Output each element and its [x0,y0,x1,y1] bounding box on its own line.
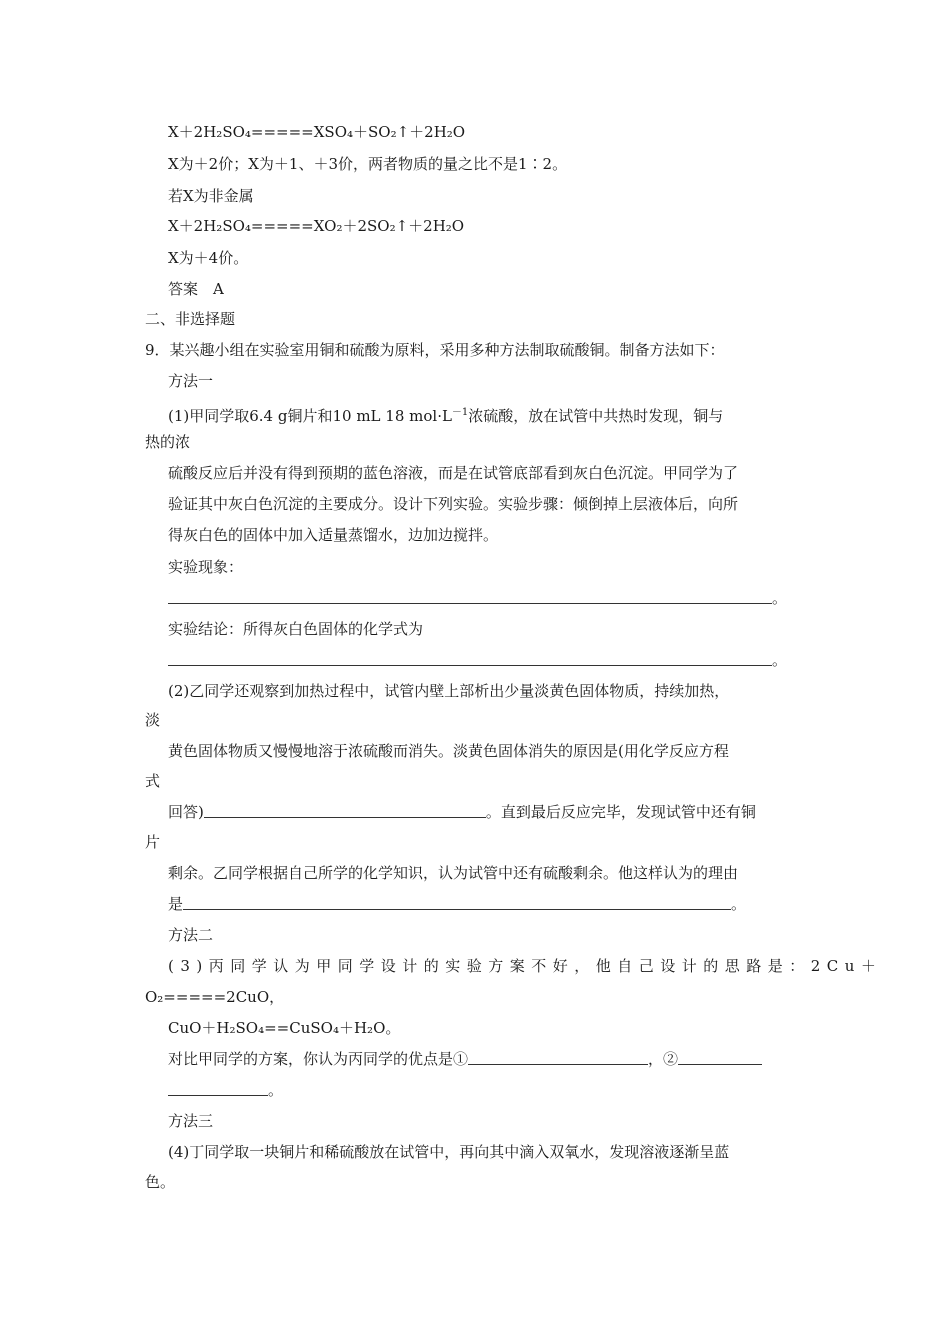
answer-blank-row [168,650,787,670]
text-line: 验证其中灰白色沉淀的主要成分。设计下列实验。实验步骤：倾倒掉上层液体后，向所 [168,495,739,513]
text-line: X为＋2价；X为＋1、＋3价，两者物质的量之比不是1∶2。 [168,155,568,173]
text-line: 色。 [145,1173,176,1191]
text-line: 硫酸反应后并没有得到预期的蓝色溶液，而是在试管底部看到灰白色沉淀。甲同学为了 [168,464,739,482]
text-fragment: 对比甲同学的方案，你认为丙同学的优点是① [168,1050,469,1068]
text-fragment: (1)甲同学取6.4 g铜片和10 mL 18 mol·L [168,407,452,425]
answer-blank-2[interactable] [678,1049,762,1065]
question-part-3: (3)丙同学认为甲同学设计的实验方案不好，他自己设计的思路是：2Cu＋ [168,957,883,975]
text-line: 若X为非金属 [168,187,254,205]
text-line: X为＋4价。 [168,249,249,267]
text-line: 淡 [145,711,161,729]
text-line: 片 [145,833,161,851]
question-part-1 [168,403,723,423]
text-fragment: 回答) [168,803,204,821]
text-line: 实验现象： [168,558,244,576]
answer-blank-row [168,894,746,914]
answer-blank-row [168,588,787,608]
equation-nonmetal: X＋2H₂SO₄=====XO₂＋2SO₂↑＋2H₂O [168,217,465,235]
text-line: 式 [145,772,161,790]
text-line: 热的浓 [145,433,191,451]
text-fragment: 是 [168,895,184,913]
answer-blank-1[interactable] [468,1049,648,1065]
question-part-4: (4)丁同学取一块铜片和稀硫酸放在试管中，再向其中滴入双氧水，发现溶液逐渐呈蓝 [168,1143,730,1161]
text-fragment: 。 [772,651,788,669]
question-part-2: (2)乙同学还观察到加热过程中，试管内壁上部析出少量淡黄色固体物质，持续加热， [168,682,730,700]
answer-blank-row [168,1049,762,1069]
superscript: －1 [451,407,469,418]
answer-blank[interactable] [183,894,731,910]
answer-blank-row [168,802,756,822]
method-heading: 方法二 [168,926,214,944]
question-stem: 9．某兴趣小组在实验室用铜和硫酸为原料，采用多种方法制取硫酸铜。制备方法如下： [145,341,725,359]
method-heading: 方法一 [168,372,214,390]
text-fragment: 。 [731,895,747,913]
answer-blank-2-continued[interactable] [168,1080,268,1096]
equation-line: CuO＋H₂SO₄==CuSO₄＋H₂O。 [168,1019,401,1037]
text-line: 实验结论：所得灰白色固体的化学式为 [168,620,424,638]
text-fragment: ，② [648,1050,679,1068]
method-heading: 方法三 [168,1112,214,1130]
text-fragment: 。直到最后反应完毕，发现试管中还有铜 [485,803,756,821]
text-line: 剩余。乙同学根据自己所学的化学知识，认为试管中还有硫酸剩余。他这样认为的理由 [168,864,739,882]
answer-blank-row [168,1080,283,1100]
text-fragment: 浓硫酸，放在试管中共热时发现，铜与 [468,407,724,425]
equation-metal: X＋2H₂SO₄=====XSO₄＋SO₂↑＋2H₂O [168,123,466,141]
answer-blank[interactable] [204,802,486,818]
answer-line: 答案 A [168,280,224,298]
section-heading: 二、非选择题 [145,310,236,328]
text-line: 黄色固体物质又慢慢地溶于浓硫酸而消失。淡黄色固体消失的原因是(用化学反应方程 [168,742,729,760]
text-fragment: 。 [772,589,788,607]
text-line: 得灰白色的固体中加入适量蒸馏水，边加边搅拌。 [168,526,499,544]
answer-blank[interactable] [168,650,772,666]
text-fragment: 。 [268,1081,284,1099]
equation-line: O₂=====2CuO， [145,988,285,1006]
answer-blank[interactable] [168,588,772,604]
